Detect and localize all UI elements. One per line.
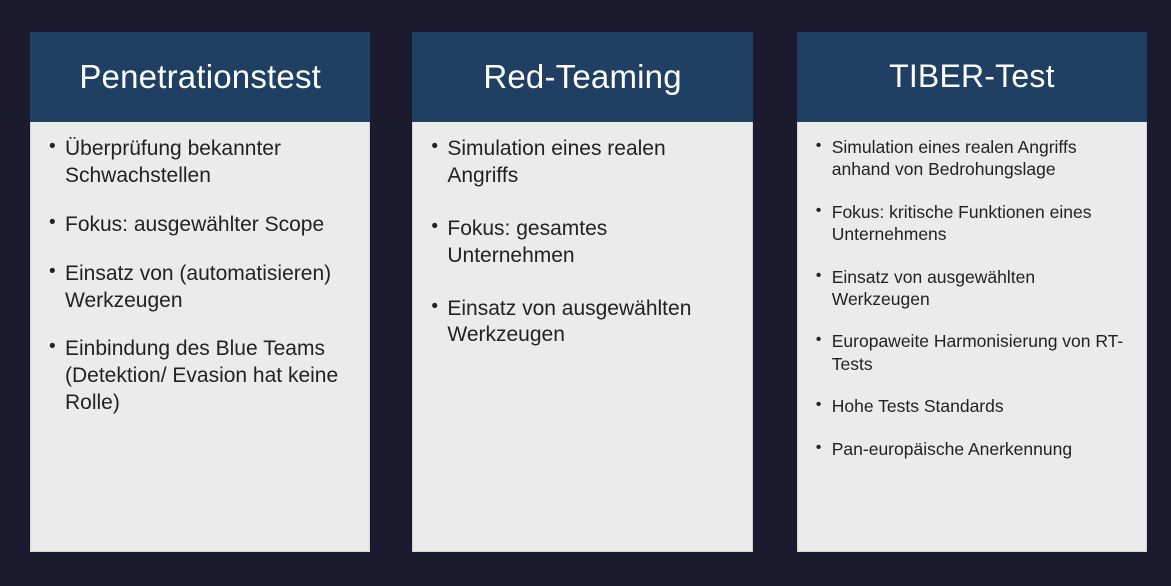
list-item: • Simulation eines realen Angriffs bbox=[429, 136, 737, 190]
list-item: • Einbindung des Blue Teams (Detektion/ Evasion hat keine Rolle) bbox=[47, 336, 355, 417]
column-title: Red-Teaming bbox=[483, 57, 682, 95]
list-item: • Simulation eines realen Angriffs anhand von Bedrohungslage bbox=[814, 136, 1132, 181]
list-item: • Fokus: ausgewählter Scope bbox=[47, 212, 355, 239]
column-red-teaming bbox=[412, 32, 752, 552]
column-penetrationstest bbox=[30, 32, 370, 552]
column-header-penetrationstest bbox=[30, 32, 370, 122]
column-header-red-teaming bbox=[412, 32, 752, 122]
column-body-tiber-test bbox=[797, 122, 1147, 552]
column-body-red-teaming bbox=[412, 122, 752, 552]
list-item: • Einsatz von ausgewählten Werkzeugen bbox=[814, 266, 1132, 311]
column-title: Penetrationstest bbox=[79, 57, 322, 95]
list-item: • Hohe Tests Standards bbox=[814, 395, 1132, 417]
column-title: TIBER-Test bbox=[889, 58, 1055, 95]
column-body-penetrationstest bbox=[30, 122, 370, 552]
list-item: • Einsatz von ausgewählten Werkzeugen bbox=[429, 296, 737, 350]
bullet-list bbox=[429, 136, 737, 349]
list-item: • Einsatz von (automatisieren) Werkzeugen bbox=[47, 261, 355, 315]
bullet-list bbox=[814, 136, 1132, 460]
list-item: • Überprüfung bekannter Schwachstellen bbox=[47, 136, 355, 190]
bullet-list bbox=[47, 136, 355, 417]
column-header-tiber-test bbox=[797, 32, 1147, 122]
list-item: • Pan-europäische Anerkennung bbox=[814, 438, 1132, 460]
column-tiber-test bbox=[797, 32, 1147, 552]
list-item: • Europaweite Harmonisierung von RT-Tests bbox=[814, 330, 1132, 375]
list-item: • Fokus: gesamtes Unternehmen bbox=[429, 216, 737, 270]
list-item: • Fokus: kritische Funktionen eines Unternehmens bbox=[814, 201, 1132, 246]
